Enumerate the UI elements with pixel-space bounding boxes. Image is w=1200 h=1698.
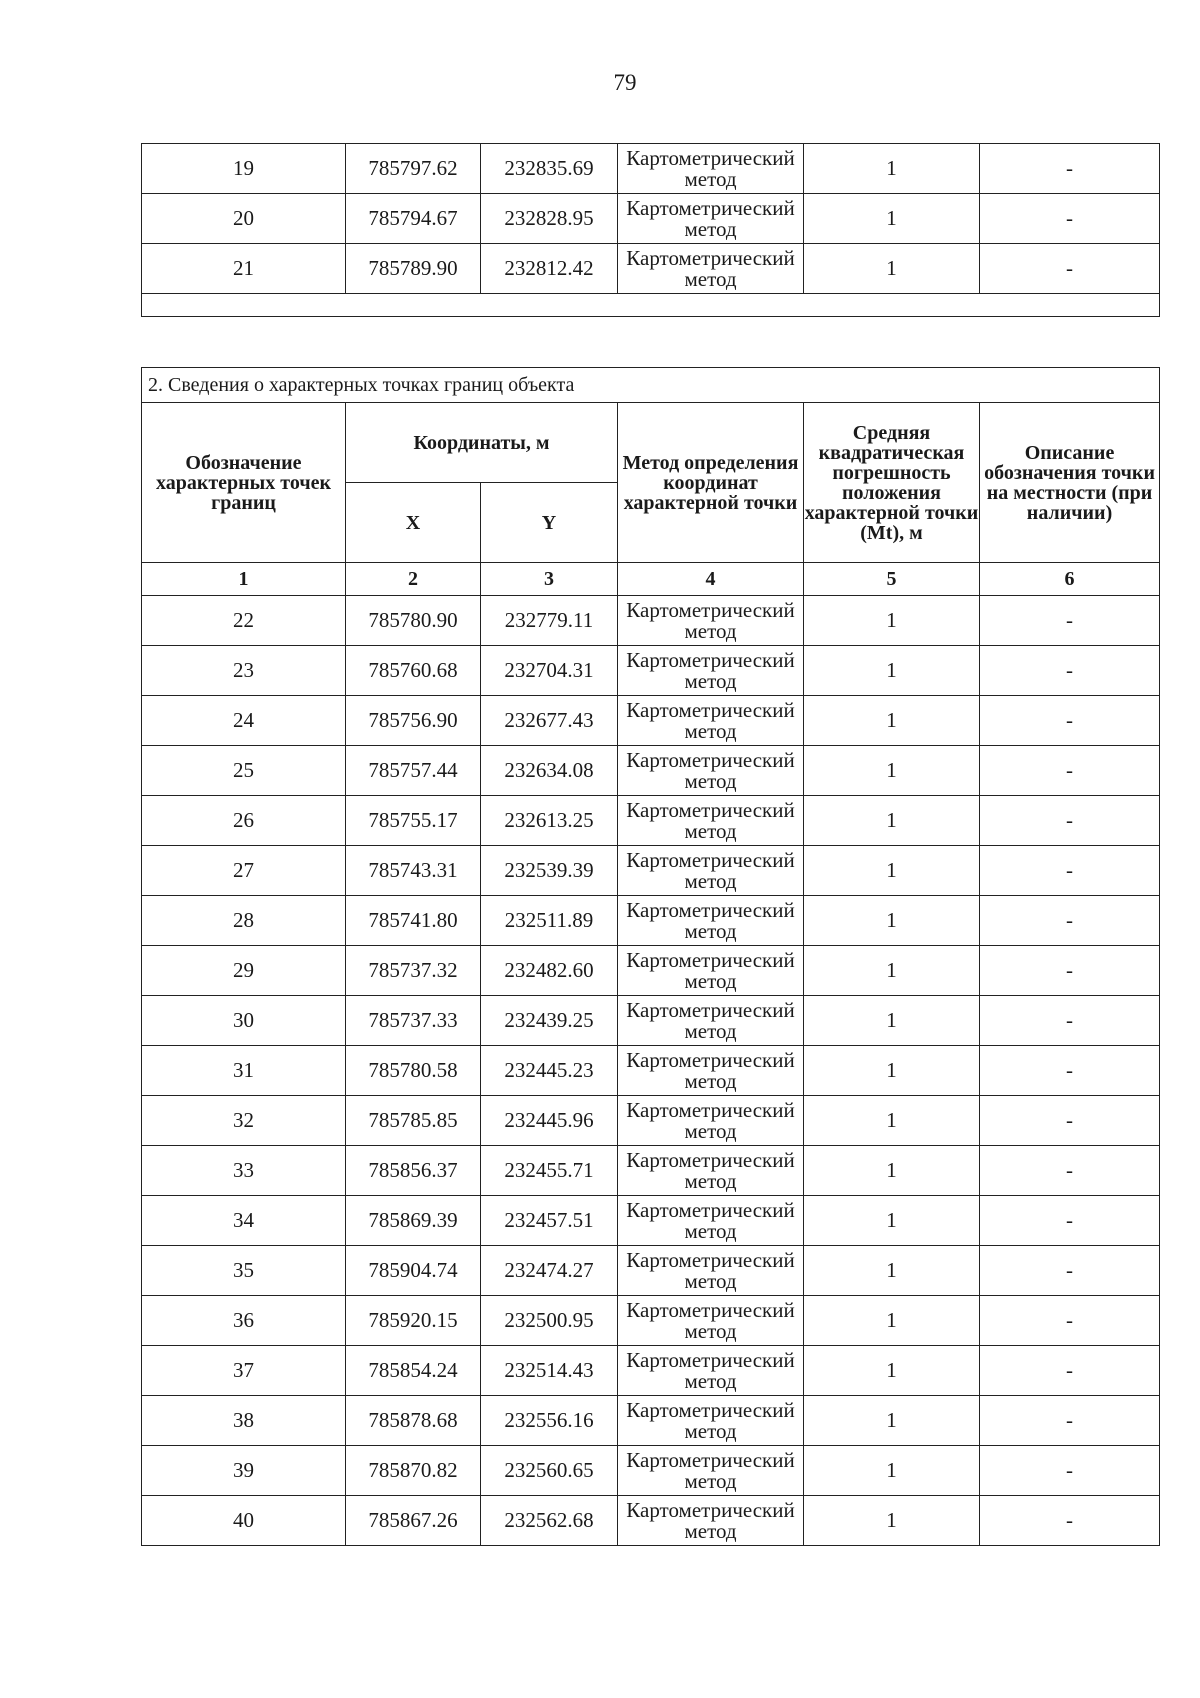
x-coordinate-cell: 785856.37 — [346, 1146, 481, 1196]
method-cell: Картометрический метод — [618, 996, 804, 1046]
x-coordinate-cell: 785904.74 — [346, 1246, 481, 1296]
y-coordinate-cell: 232482.60 — [481, 946, 618, 996]
x-coordinate-cell: 785854.24 — [346, 1346, 481, 1396]
column-number: 3 — [481, 563, 618, 596]
y-coordinate-cell: 232511.89 — [481, 896, 618, 946]
point-id-cell: 33 — [142, 1146, 346, 1196]
method-cell: Картометрический метод — [618, 1446, 804, 1496]
y-coordinate-cell: 232455.71 — [481, 1146, 618, 1196]
table-row — [142, 1446, 1160, 1496]
point-id-cell: 40 — [142, 1496, 346, 1546]
point-id-cell: 34 — [142, 1196, 346, 1246]
y-coordinate-cell: 232445.23 — [481, 1046, 618, 1096]
method-cell: Картометрический метод — [618, 1146, 804, 1196]
x-coordinate-cell: 785757.44 — [346, 746, 481, 796]
description-cell: - — [980, 996, 1160, 1046]
method-cell: Картометрический метод — [618, 194, 804, 244]
method-cell: Картометрический метод — [618, 796, 804, 846]
main-table-body — [142, 596, 1160, 1546]
description-cell: - — [980, 946, 1160, 996]
table-row — [142, 144, 1160, 194]
method-cell: Картометрический метод — [618, 1096, 804, 1146]
x-coordinate-cell: 785741.80 — [346, 896, 481, 946]
method-cell: Картометрический метод — [618, 646, 804, 696]
method-cell: Картометрический метод — [618, 1046, 804, 1096]
error-cell: 1 — [804, 244, 980, 294]
error-cell: 1 — [804, 696, 980, 746]
x-coordinate-cell: 785737.32 — [346, 946, 481, 996]
description-cell: - — [980, 696, 1160, 746]
error-cell: 1 — [804, 1346, 980, 1396]
error-cell: 1 — [804, 1246, 980, 1296]
y-coordinate-cell: 232779.11 — [481, 596, 618, 646]
table-row — [142, 1346, 1160, 1396]
x-coordinate-cell: 785869.39 — [346, 1196, 481, 1246]
point-id-cell: 38 — [142, 1396, 346, 1446]
description-cell: - — [980, 1096, 1160, 1146]
top-table-body — [142, 144, 1160, 317]
method-cell: Картометрический метод — [618, 846, 804, 896]
error-cell: 1 — [804, 596, 980, 646]
method-cell: Картометрический метод — [618, 144, 804, 194]
description-cell: - — [980, 244, 1160, 294]
error-cell: 1 — [804, 946, 980, 996]
x-coordinate-cell: 785878.68 — [346, 1396, 481, 1446]
method-cell: Картометрический метод — [618, 1346, 804, 1396]
table-row — [142, 646, 1160, 696]
x-coordinate-cell: 785737.33 — [346, 996, 481, 1046]
table-row — [142, 946, 1160, 996]
point-id-cell: 28 — [142, 896, 346, 946]
method-cell: Картометрический метод — [618, 244, 804, 294]
y-coordinate-cell: 232474.27 — [481, 1246, 618, 1296]
y-coordinate-cell: 232445.96 — [481, 1096, 618, 1146]
method-cell: Картометрический метод — [618, 746, 804, 796]
x-coordinate-cell: 785743.31 — [346, 846, 481, 896]
point-id-cell: 19 — [142, 144, 346, 194]
method-cell: Картометрический метод — [618, 946, 804, 996]
point-id-cell: 35 — [142, 1246, 346, 1296]
y-coordinate-cell: 232835.69 — [481, 144, 618, 194]
table-row — [142, 1396, 1160, 1446]
point-id-cell: 39 — [142, 1446, 346, 1496]
x-coordinate-cell: 785789.90 — [346, 244, 481, 294]
point-id-cell: 26 — [142, 796, 346, 846]
description-cell: - — [980, 1496, 1160, 1546]
table-row — [142, 194, 1160, 244]
empty-cell — [142, 294, 1160, 317]
error-cell: 1 — [804, 194, 980, 244]
error-cell: 1 — [804, 746, 980, 796]
description-cell: - — [980, 746, 1160, 796]
error-cell: 1 — [804, 996, 980, 1046]
table-row — [142, 1046, 1160, 1096]
y-coordinate-cell: 232556.16 — [481, 1396, 618, 1446]
y-coordinate-cell: 232613.25 — [481, 796, 618, 846]
table-row — [142, 1496, 1160, 1546]
y-coordinate-cell: 232457.51 — [481, 1196, 618, 1246]
x-coordinate-cell: 785867.26 — [346, 1496, 481, 1546]
x-coordinate-cell: 785760.68 — [346, 646, 481, 696]
y-coordinate-cell: 232514.43 — [481, 1346, 618, 1396]
point-id-cell: 22 — [142, 596, 346, 646]
error-cell: 1 — [804, 1196, 980, 1246]
description-cell: - — [980, 896, 1160, 946]
error-cell: 1 — [804, 896, 980, 946]
x-coordinate-cell: 785780.90 — [346, 596, 481, 646]
description-cell: - — [980, 1446, 1160, 1496]
y-coordinate-cell: 232812.42 — [481, 244, 618, 294]
error-cell: 1 — [804, 1496, 980, 1546]
y-coordinate-cell: 232562.68 — [481, 1496, 618, 1546]
table-row — [142, 1146, 1160, 1196]
method-cell: Картометрический метод — [618, 1246, 804, 1296]
error-cell: 1 — [804, 1046, 980, 1096]
y-coordinate-cell: 232560.65 — [481, 1446, 618, 1496]
y-coordinate-cell: 232439.25 — [481, 996, 618, 1046]
column-number: 1 — [142, 563, 346, 596]
table-row — [142, 596, 1160, 646]
table-row — [142, 1096, 1160, 1146]
description-cell: - — [980, 1146, 1160, 1196]
table-row — [142, 846, 1160, 896]
description-cell: - — [980, 1046, 1160, 1096]
y-coordinate-cell: 232677.43 — [481, 696, 618, 746]
y-coordinate-cell: 232539.39 — [481, 846, 618, 896]
x-coordinate-cell: 785785.85 — [346, 1096, 481, 1146]
x-coordinate-cell: 785920.15 — [346, 1296, 481, 1346]
description-cell: - — [980, 1346, 1160, 1396]
empty-row — [142, 294, 1160, 317]
error-cell: 1 — [804, 796, 980, 846]
table-row — [142, 1296, 1160, 1346]
table-row — [142, 796, 1160, 846]
table-row — [142, 996, 1160, 1046]
table-row — [142, 1246, 1160, 1296]
table-row — [142, 896, 1160, 946]
description-cell: - — [980, 1296, 1160, 1346]
method-cell: Картометрический метод — [618, 1296, 804, 1346]
point-id-cell: 36 — [142, 1296, 346, 1346]
description-cell: - — [980, 1246, 1160, 1296]
header-description: Описание обозначения точки на местности (при наличии) — [980, 403, 1160, 563]
column-number: 5 — [804, 563, 980, 596]
error-cell: 1 — [804, 1446, 980, 1496]
point-id-cell: 31 — [142, 1046, 346, 1096]
point-id-cell: 30 — [142, 996, 346, 1046]
description-cell: - — [980, 846, 1160, 896]
header-error: Средняя квадратическая погрешность положения характерной точки (Mt), м — [804, 403, 980, 563]
boundary-points-table — [141, 367, 1160, 1546]
method-cell: Картометрический метод — [618, 696, 804, 746]
column-number: 4 — [618, 563, 804, 596]
table-row — [142, 696, 1160, 746]
table-row — [142, 746, 1160, 796]
description-cell: - — [980, 796, 1160, 846]
description-cell: - — [980, 144, 1160, 194]
header-designation: Обозначение характерных точек границ — [142, 403, 346, 563]
point-id-cell: 27 — [142, 846, 346, 896]
x-coordinate-cell: 785755.17 — [346, 796, 481, 846]
table-title: 2. Сведения о характерных точках границ объекта — [142, 368, 1160, 403]
header-coordinates: Координаты, м — [346, 403, 618, 483]
y-coordinate-cell: 232634.08 — [481, 746, 618, 796]
header-method: Метод определения координат характерной точки — [618, 403, 804, 563]
header-y: Y — [481, 483, 618, 563]
method-cell: Картометрический метод — [618, 896, 804, 946]
column-number: 6 — [980, 563, 1160, 596]
point-id-cell: 32 — [142, 1096, 346, 1146]
column-number: 2 — [346, 563, 481, 596]
method-cell: Картометрический метод — [618, 596, 804, 646]
description-cell: - — [980, 646, 1160, 696]
error-cell: 1 — [804, 846, 980, 896]
point-id-cell: 23 — [142, 646, 346, 696]
point-id-cell: 24 — [142, 696, 346, 746]
description-cell: - — [980, 1196, 1160, 1246]
y-coordinate-cell: 232500.95 — [481, 1296, 618, 1346]
table-row — [142, 1196, 1160, 1246]
method-cell: Картометрический метод — [618, 1496, 804, 1546]
description-cell: - — [980, 596, 1160, 646]
page-number: 79 — [613, 70, 637, 95]
y-coordinate-cell: 232828.95 — [481, 194, 618, 244]
method-cell: Картометрический метод — [618, 1396, 804, 1446]
point-id-cell: 37 — [142, 1346, 346, 1396]
top-coordinates-table — [141, 143, 1160, 317]
error-cell: 1 — [804, 144, 980, 194]
error-cell: 1 — [804, 646, 980, 696]
x-coordinate-cell: 785794.67 — [346, 194, 481, 244]
error-cell: 1 — [804, 1296, 980, 1346]
x-coordinate-cell: 785797.62 — [346, 144, 481, 194]
point-id-cell: 20 — [142, 194, 346, 244]
method-cell: Картометрический метод — [618, 1196, 804, 1246]
point-id-cell: 25 — [142, 746, 346, 796]
x-coordinate-cell: 785870.82 — [346, 1446, 481, 1496]
header-x: X — [346, 483, 481, 563]
description-cell: - — [980, 194, 1160, 244]
error-cell: 1 — [804, 1096, 980, 1146]
y-coordinate-cell: 232704.31 — [481, 646, 618, 696]
x-coordinate-cell: 785780.58 — [346, 1046, 481, 1096]
point-id-cell: 29 — [142, 946, 346, 996]
error-cell: 1 — [804, 1146, 980, 1196]
table-row — [142, 244, 1160, 294]
description-cell: - — [980, 1396, 1160, 1446]
error-cell: 1 — [804, 1396, 980, 1446]
x-coordinate-cell: 785756.90 — [346, 696, 481, 746]
point-id-cell: 21 — [142, 244, 346, 294]
